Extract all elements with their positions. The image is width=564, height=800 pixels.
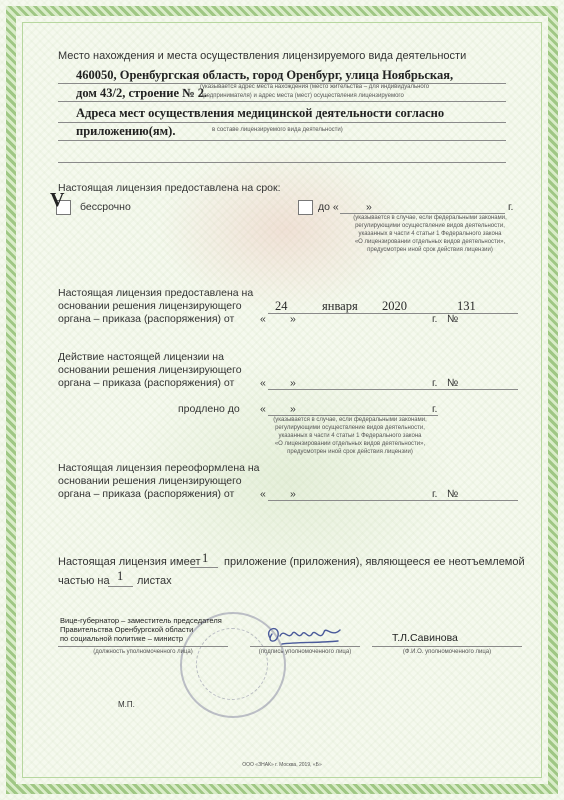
rule bbox=[58, 140, 506, 141]
until-checkbox[interactable] bbox=[298, 200, 313, 215]
term-date-line bbox=[340, 213, 505, 214]
extended-label: продлено до bbox=[178, 403, 240, 415]
extension-hint-4: «О лицензировании отдельных видов деятельности», bbox=[274, 441, 426, 447]
extended-quote-close: » bbox=[290, 403, 296, 415]
extension-number-label: № bbox=[447, 377, 459, 389]
seal-label: М.П. bbox=[118, 700, 135, 709]
basis-line-1: Настоящая лицензия предоставлена на bbox=[58, 287, 254, 299]
location-hint-3: в составе лицензируемого вида деятельности) bbox=[212, 127, 343, 133]
extended-date-line bbox=[268, 415, 438, 416]
position-line-2: Правительства Оренбургской области bbox=[60, 625, 194, 634]
location-hint-1: (указывается адрес места нахождения (место жительства – для индивидуального bbox=[200, 84, 430, 90]
basis-year-suffix: г. bbox=[432, 313, 438, 325]
position-line bbox=[58, 646, 228, 647]
position-line-3: по социальной политике – министр bbox=[60, 634, 184, 643]
printer-footer: ООО «ЗНАК» г. Москва, 2019, «Б» bbox=[242, 762, 322, 768]
appendix-sheets-line bbox=[108, 586, 133, 587]
extension-hint-1: (указывается в случае, если федеральными законами, bbox=[273, 417, 427, 423]
addresses-line-1: Адреса мест осуществления медицинской деятельности согласно bbox=[76, 106, 445, 120]
rule bbox=[58, 122, 506, 123]
basis-quote-close: » bbox=[290, 313, 296, 325]
basis-quote-open: « bbox=[260, 313, 266, 325]
reissue-year-suffix: г. bbox=[432, 488, 438, 500]
signature-line bbox=[250, 646, 360, 647]
basis-line-2: основании решения лицензирующего bbox=[58, 300, 242, 312]
reissue-line-1: Настоящая лицензия переоформлена на bbox=[58, 462, 260, 474]
reissue-date-line bbox=[268, 500, 518, 501]
reissue-quote-close: » bbox=[290, 488, 296, 500]
appendix-sheets-label: листах bbox=[137, 575, 172, 587]
until-quote-close: » bbox=[366, 201, 372, 213]
extended-quote-open: « bbox=[260, 403, 266, 415]
extension-year-suffix: г. bbox=[432, 377, 438, 389]
basis-day: 24 bbox=[275, 299, 288, 313]
basis-line-3: органа – приказа (распоряжения) от bbox=[58, 313, 235, 325]
unlimited-label: бессрочно bbox=[80, 201, 131, 213]
term-hint-5: предусмотрен иной срок действия лицензии) bbox=[367, 247, 493, 253]
term-hint-4: «О лицензировании отдельных видов деятельности», bbox=[354, 239, 506, 245]
extension-line-1: Действие настоящей лицензии на bbox=[58, 351, 224, 363]
address-line-1: 460050, Оренбургская область, город Оренбург, улица Ноябрьская, bbox=[76, 68, 454, 82]
until-label: до « bbox=[318, 201, 339, 213]
term-label: Настоящая лицензия предоставлена на срок: bbox=[58, 182, 281, 194]
extension-quote-close: » bbox=[290, 377, 296, 389]
rule bbox=[58, 162, 506, 163]
basis-number-label: № bbox=[447, 313, 459, 325]
term-hint-3: указанных в части 4 статьи 1 Федерального закона bbox=[358, 231, 502, 237]
address-line-2: дом 43/2, строение № 2. bbox=[76, 86, 208, 100]
reissue-number-label: № bbox=[447, 488, 459, 500]
reissue-line-2: основании решения лицензирующего bbox=[58, 475, 242, 487]
until-year-suffix: г. bbox=[508, 201, 514, 213]
extension-hint-2: регулирующими осуществление видов деятельности, bbox=[275, 425, 425, 431]
extension-line-2: основании решения лицензирующего bbox=[58, 364, 242, 376]
appendix-count: 1 bbox=[202, 551, 209, 565]
basis-date-line bbox=[268, 313, 518, 314]
extension-line-3: органа – приказа (распоряжения) от bbox=[58, 377, 235, 389]
rule bbox=[58, 101, 506, 102]
reissue-line-3: органа – приказа (распоряжения) от bbox=[58, 488, 235, 500]
appendix-part-label: частью на bbox=[58, 575, 110, 587]
appendix-text-after: приложение (приложения), являющееся ее неотъемлемой bbox=[224, 556, 525, 568]
appendix-text-before: Настоящая лицензия имеет bbox=[58, 556, 201, 568]
location-label: Место нахождения и места осуществления лицензируемого вида деятельности bbox=[58, 50, 467, 62]
extension-date-line bbox=[268, 389, 518, 390]
name-line bbox=[372, 646, 522, 647]
extension-quote-open: « bbox=[260, 377, 266, 389]
location-hint-2: предпринимателя) и адрес места (мест) осуществления лицензируемого bbox=[200, 93, 404, 99]
appendix-sheets: 1 bbox=[117, 569, 124, 583]
addresses-line-2: приложению(ям). bbox=[76, 124, 176, 138]
check-mark: V bbox=[50, 189, 65, 211]
reissue-quote-open: « bbox=[260, 488, 266, 500]
signatory-name: Т.Л.Савинова bbox=[392, 632, 458, 644]
term-hint-1: (указывается в случае, если федеральными законами, bbox=[353, 215, 507, 221]
name-hint: (Ф.И.О. уполномоченного лица) bbox=[402, 649, 492, 655]
basis-year: 2020 bbox=[382, 299, 407, 313]
position-line-1: Вице-губернатор – заместитель председателя bbox=[60, 616, 222, 625]
appendix-count-line bbox=[190, 567, 218, 568]
basis-month: января bbox=[322, 299, 358, 313]
extension-hint-3: указанных в части 4 статьи 1 Федерального закона bbox=[278, 433, 422, 439]
term-hint-2: регулирующими осуществление видов деятельности, bbox=[355, 223, 505, 229]
position-hint: (должность уполномоченного лица) bbox=[93, 649, 193, 655]
basis-number: 131 bbox=[457, 299, 476, 313]
extension-hint-5: предусмотрен иной срок действия лицензии) bbox=[287, 449, 413, 455]
signature-hint: (подпись уполномоченного лица) bbox=[258, 649, 352, 655]
extended-year-suffix: г. bbox=[432, 403, 438, 415]
